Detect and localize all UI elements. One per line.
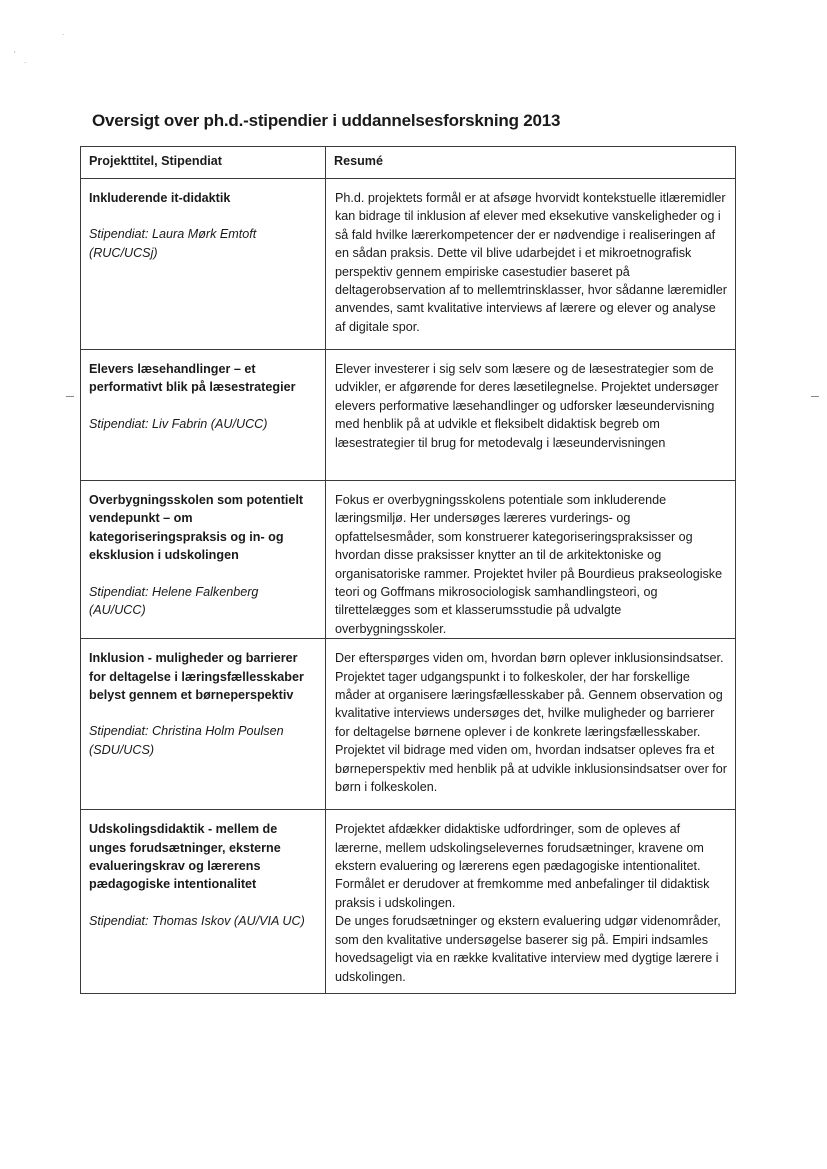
table-row [81, 179, 736, 350]
stipendiat: Stipendiat: Helene Falkenberg (AU/UCC) [89, 584, 259, 618]
scan-speck: . [24, 56, 27, 65]
project-cell [81, 810, 326, 994]
resume-text: Ph.d. projektets formål er at afsøge hvorvidt kontekstuelle itlæremidler kan bidrage til inklusion af elever med eksekutive vanskeligheder og i så fald hvilke lærerkompetencer der er nødvendige i realiseringen af en sådan praksis. Dette vil blive udarbejdet i et mikroetnografisk perspektiv gennem empiriske casestudier baseret på deltagerobservation af to mellemtrinsklasser, hvor sådanne læremidler anvendes, samt kvalitative interviews af lærere og elever og analyse af digitale spor. [335, 191, 727, 334]
margin-mark [66, 396, 74, 397]
table-header-row [81, 147, 736, 179]
stipendiat: Stipendiat: Thomas Iskov (AU/VIA UC) [89, 913, 305, 928]
resume-cell [326, 481, 736, 639]
project-cell [81, 481, 326, 639]
project-cell [81, 179, 326, 350]
resume-cell [326, 179, 736, 350]
stipendiat: Stipendiat: Laura Mørk Emtoft (RUC/UCSj) [89, 227, 257, 260]
margin-mark [811, 396, 819, 397]
table-row [81, 481, 736, 639]
project-title: Overbygningsskolen som potentielt vendepunkt – om kategoriseringspraksis og in- og eksklusion i udskolingen [89, 493, 304, 563]
resume-text: Fokus er overbygningsskolens potentiale som inkluderende læringsmiljø. Her undersøges læreres vurderings- og opfattelsesmåder, som konstruerer kategoriseringspraksisser og hvordan disse praksisser knytter an til de arkitektoniske og organisatoriske rammer. Projektet hviler på Bourdieus prakseologiske teori og Goffmans mikrosociologisk samhandlingsteori, og tilrettelægges som et klasserumsstudie på udvalgte overbygningsskoler. [335, 493, 723, 636]
resume-cell [326, 350, 736, 481]
project-cell [81, 350, 326, 481]
resume-text: Projektet vil bidrage med viden om, hvordan indsatser opleves fra et børneperspektiv med henblik på at udvikle inklusionsindsatser over for børn i folkeskolen. [335, 743, 728, 795]
table-row [81, 350, 736, 481]
stipendiat: Stipendiat: Christina Holm Poulsen (SDU/UCS) [89, 724, 284, 757]
resume-text: Elever investerer i sig selv som læsere og de læsestrategier som de udvikler, er afgørende for deres læsetilegnelse. Projektet undersøger elevers performative læsehandlinger og udforsker læseundervisning med henblik på at udvikle et fleksibelt didaktisk begreb om læsestrategier til brug for metodevalg i læseundervisningen [335, 362, 719, 450]
project-title: Inklusion - muligheder og barrierer for deltagelse i læringsfællesskaber belyst gennem et børneperspektiv [89, 651, 304, 703]
stipendiat: Stipendiat: Liv Fabrin (AU/UCC) [89, 416, 268, 431]
stipend-table [80, 146, 736, 994]
project-title: Udskolingsdidaktik - mellem de unges forudsætninger, eksterne evalueringskrav og lærerens pædagogiske intentionalitet [89, 822, 281, 892]
scan-speck: . [62, 28, 65, 37]
resume-text: Der efterspørges viden om, hvordan børn oplever inklusionsindsatser. Projektet tager udgangspunkt i to folkeskoler, der har forskellige måder at organisere læringsfællesskaber på. Gennem observation og kvalitative interviews undersøges det, hvilke muligheder og barrierer for deltagelse børnene oplever i de konkrete læringsfællesskaber. [335, 651, 724, 739]
table-row [81, 810, 736, 994]
resume-text: Projektet afdækker didaktiske udfordringer, som de opleves af lærerne, mellem udskolingselevernes forudsætninger, kravene om ekstern evaluering og lærerens egen pædagogiske intentionalitet. Formålet er derudover at fremkomme med anbefalinger til didaktisk praksis i udskolingen. [335, 822, 710, 910]
scan-speck: ' [14, 50, 16, 59]
table-row [81, 639, 736, 810]
column-header-resume: Resumé [326, 147, 736, 179]
resume-cell [326, 810, 736, 994]
document-title: Oversigt over ph.d.-stipendier i uddannelsesforskning 2013 [92, 111, 561, 130]
project-cell [81, 639, 326, 810]
column-header-project: Projekttitel, Stipendiat [81, 147, 326, 179]
resume-cell [326, 639, 736, 810]
project-title: Inkluderende it-didaktik [89, 191, 231, 205]
resume-text: De unges forudsætninger og ekstern evaluering udgør videnområder, som den kvalitative undersøgelse baserer sig på. Empiri indsamles hovedsageligt via en række kvalitative interview med dygtige lærere i udskolingen. [335, 914, 721, 984]
project-title: Elevers læsehandlinger – et performativt blik på læsestrategier [89, 362, 296, 395]
